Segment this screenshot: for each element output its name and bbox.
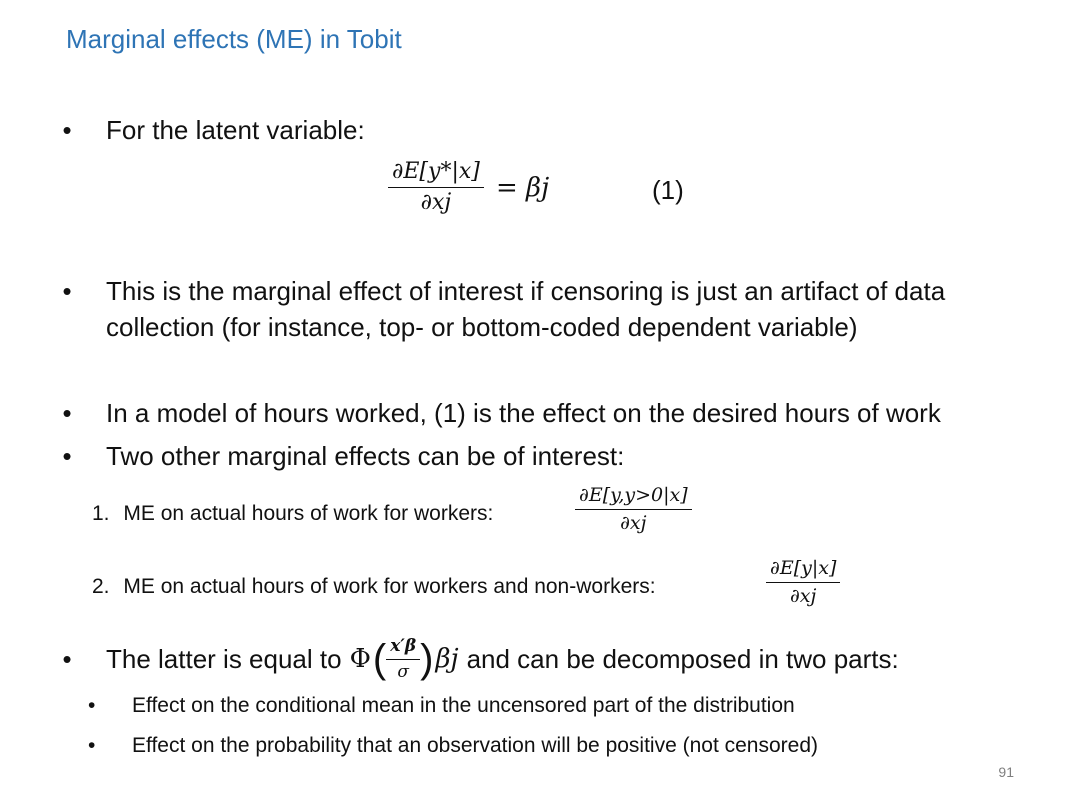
bullet-text-row [106,630,899,688]
bullet-text-cont: and can be decomposed in two parts: [466,643,899,674]
bullet-text: Two other marginal effects can be of interest: [106,441,625,471]
equation-1-label: (1) [652,175,684,205]
eq1-denominator: ∂xj [420,190,452,216]
bullet-text: This is the marginal effect of interest if censoring is just an artifact of data [106,276,946,306]
equation-2 [575,485,692,534]
item-text: ME on actual hours of work for workers and non-workers: [123,575,656,598]
eq1-fraction [388,160,484,215]
bullet-dot: • [88,734,96,757]
equation-3 [766,558,840,607]
bullet-dot: • [88,694,96,717]
bullet-dot: • [62,441,72,471]
bullet-text: For the latent variable: [106,115,365,145]
eq2-denominator: ∂xj [620,511,647,534]
sub-bullet-text: Effect on the probability that an observation will be positive (not censored) [132,734,819,757]
right-paren: ) [420,636,434,681]
numbered-item-1 [92,502,493,526]
page-number: 91 [998,764,1014,780]
bullet-text: In a model of hours worked, (1) is the effect on the desired hours of work [106,398,941,428]
equation-1 [388,160,549,215]
eq3-denominator: ∂xj [789,584,817,607]
phi-symbol: Φ [349,644,371,674]
phi-denominator: σ [397,661,409,682]
item-number: 1. [92,502,110,525]
item-number: 2. [92,575,110,598]
eq2-fraction [575,485,692,534]
phi-fraction [386,637,420,681]
item-text: ME on actual hours of work for workers: [123,502,494,525]
bullet-dot: • [62,398,72,428]
eq3-numerator: ∂E[y|x] [766,558,840,583]
sub-bullet-text: Effect on the conditional mean in the uncensored part of the distribution [132,694,795,717]
eq1-numerator: ∂E[y*|x] [388,160,484,188]
sub-bullet-conditional-mean [88,694,795,718]
slide-title: Marginal effects (ME) in Tobit [66,24,402,54]
bullet-dot: • [62,644,72,674]
bullet-text: The latter is equal to [106,643,342,674]
bullet-dot: • [62,276,72,306]
bullet-dot: • [62,115,72,145]
sub-bullet-probability [88,734,819,758]
phi-numerator: x′β [386,637,420,660]
eq1-rhs: = βj [495,172,550,203]
bullet-text: collection (for instance, top- or bottom-coded dependent variable) [106,312,858,342]
eq3-fraction [766,558,840,607]
numbered-item-2 [92,575,656,599]
left-paren: ( [372,636,387,681]
beta-j: βj [435,644,459,674]
eq2-numerator: ∂E[y,y>0|x] [575,485,692,510]
